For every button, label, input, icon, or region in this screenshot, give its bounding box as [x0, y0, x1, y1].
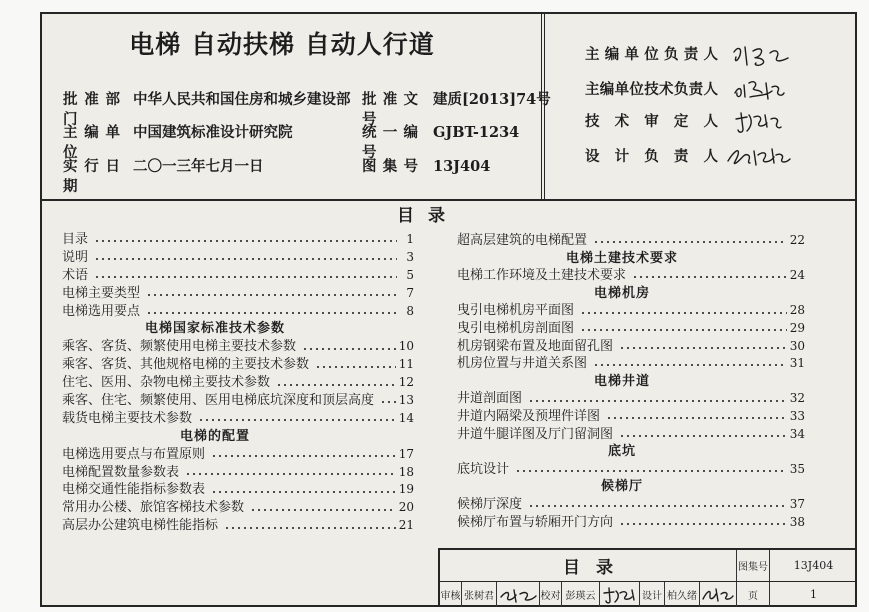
effective-date-label: 实行日期 [63, 158, 120, 195]
toc-entry-title: 电梯选用要点与布置原则 [62, 446, 206, 462]
toc-entry [457, 426, 805, 444]
toc-entry-page: 10 [398, 339, 414, 354]
toc-entry [457, 514, 805, 532]
toc-entry-title: 常用办公楼、旅馆客梯技术参数 [62, 500, 245, 516]
approval-no-label: 批准文号 [362, 91, 418, 128]
signature-tech-chief [732, 77, 786, 103]
signature-chief-unit [730, 43, 792, 69]
dot-leader [276, 382, 396, 388]
dot-leader [302, 346, 396, 352]
toc-entry-page: 22 [789, 233, 805, 247]
dot-leader [619, 345, 787, 351]
unified-no-label: 统一编号 [362, 124, 418, 161]
toc-entry [62, 517, 414, 535]
toc-entry-page: 24 [789, 268, 805, 283]
toc-entry-title: 电梯交通性能指标参数表 [62, 482, 206, 498]
reviewer-label: 审核 [440, 582, 462, 607]
approval-dept-value: 中华人民共和国住房和城乡建设部 [133, 91, 351, 108]
toc-entry [457, 496, 805, 514]
toc-entry-title: 候梯厅布置与轿厢开门方向 [457, 514, 614, 530]
toc-entry-page: 21 [398, 518, 414, 533]
toc-entry-page: 8 [406, 303, 414, 318]
toc-entry-page: 1 [406, 232, 414, 246]
toc-entry-page: 3 [406, 249, 414, 264]
toc-entry [62, 356, 414, 374]
signature-reviewer [733, 109, 783, 137]
toc-entry-title: 乘客、住宅、频繁使用、医用电梯底坑深度和顶层高度 [62, 393, 375, 409]
toc-entry-title: 术语 [62, 267, 89, 283]
toc-entry-title: 住宅、医用、杂物电梯主要技术参数 [62, 375, 271, 391]
toc-entry-title: 超高层建筑的电梯配置 [457, 233, 588, 248]
toc-entry-page: 20 [398, 500, 414, 515]
toc-entry [62, 410, 414, 428]
dot-leader [211, 453, 396, 459]
dot-leader [593, 362, 787, 368]
toc-left-column [62, 231, 414, 535]
toc-entry-title: 曳引电梯机房剖面图 [457, 320, 575, 336]
toc-entry-page: 30 [789, 338, 805, 353]
editor-label: 主编单位 [63, 124, 120, 161]
toc-entry-title: 电梯配置数量参数表 [62, 464, 180, 480]
toc-entry-page: 35 [789, 461, 805, 476]
toc-section-heading: 候梯厅 [600, 479, 643, 495]
designer-signature [700, 582, 737, 607]
checker-label: 校对 [540, 582, 562, 607]
dot-leader [580, 310, 787, 316]
toc-entry-page: 33 [789, 408, 805, 423]
toc-entry-page: 17 [398, 446, 414, 461]
title-block-title: 目录 [440, 550, 737, 581]
title-block-atlas-no-label: 图集号 [737, 550, 770, 581]
dot-leader [593, 239, 787, 245]
toc-entry-title: 载货电梯主要技术参数 [62, 410, 193, 426]
reviewer-signature [497, 582, 540, 607]
toc-entry-title: 曳引电梯机房平面图 [457, 303, 575, 319]
editor-value: 中国建筑标准设计研究院 [133, 124, 293, 141]
toc-entry-page: 38 [789, 514, 805, 529]
toc-entry-page: 31 [789, 356, 805, 371]
toc-entry-title: 电梯选用要点 [62, 303, 141, 319]
checker-signature [600, 582, 640, 607]
toc-entry-title: 机房位置与井道关系图 [457, 356, 588, 372]
toc-section-heading: 电梯的配置 [179, 428, 250, 444]
dot-leader [250, 507, 396, 513]
dot-leader [146, 310, 397, 316]
toc-entry-page: 34 [789, 426, 805, 441]
reviewer-name: 张树君 [462, 582, 497, 607]
toc-entry [62, 285, 414, 303]
toc-entry-title: 说明 [62, 249, 89, 265]
toc-entry-page: 13 [398, 393, 414, 408]
toc-entry [62, 303, 414, 321]
signature-design-lead [726, 143, 792, 171]
toc-entry-title: 井道内隔梁及预埋件详图 [457, 408, 601, 424]
header-divider [40, 199, 857, 201]
dot-leader [94, 274, 397, 280]
toc-entry-title: 井道牛腿详图及厅门留洞图 [457, 426, 614, 442]
dot-leader [515, 468, 787, 474]
toc-entry-page: 11 [398, 357, 414, 372]
toc-heading: 目录 [397, 206, 459, 226]
dot-leader [380, 399, 396, 405]
toc-entry-page: 32 [789, 391, 805, 406]
toc-entry [62, 481, 414, 499]
responsible-role-tech-chief: 主编单位技术负责人 [585, 81, 718, 98]
page-label: 页 [737, 582, 770, 607]
toc-entry-page: 12 [398, 375, 414, 390]
dot-leader [619, 433, 787, 439]
dot-leader [224, 525, 396, 531]
toc-section-heading: 电梯土建技术要求 [565, 250, 678, 266]
toc-entry [62, 338, 414, 356]
atlas-no-label: 图集号 [362, 158, 418, 175]
dot-leader [146, 292, 397, 298]
toc-entry [62, 249, 414, 267]
responsible-role-design-lead: 设计负责人 [585, 148, 718, 165]
toc-entry [457, 232, 805, 250]
toc-section-heading: 电梯国家标准技术参数 [144, 321, 285, 337]
dot-leader [580, 327, 787, 333]
dot-leader [528, 503, 787, 509]
dot-leader [619, 521, 787, 527]
dot-leader [94, 238, 397, 244]
toc-entry [62, 231, 414, 249]
toc-entry-page: 19 [398, 482, 414, 497]
dot-leader [315, 364, 396, 370]
effective-date-value: 二〇一三年七月一日 [133, 158, 264, 175]
toc-entry [62, 499, 414, 517]
toc-entry [457, 338, 805, 356]
title-block [438, 548, 857, 607]
toc-entry [62, 446, 414, 464]
dot-leader [185, 471, 396, 477]
toc-entry-title: 乘客、客货、频繁使用电梯主要技术参数 [62, 339, 297, 355]
designer-name: 柏久绪 [665, 582, 700, 607]
toc-entry [457, 302, 805, 320]
responsible-role-chief-unit: 主编单位负责人 [585, 46, 718, 63]
toc-entry-page: 37 [789, 496, 805, 511]
toc-entry [457, 390, 805, 408]
atlas-no-value: 13J404 [433, 158, 491, 175]
title-block-atlas-no: 13J404 [793, 559, 834, 572]
toc-entry [457, 320, 805, 338]
toc-right-column [457, 232, 805, 531]
toc-entry [457, 267, 805, 285]
toc-entry-page: 7 [406, 285, 414, 300]
toc-entry-title: 电梯主要类型 [62, 285, 141, 301]
toc-entry-title: 目录 [62, 232, 89, 247]
approval-no-value: 建质[2013]74号 [433, 91, 551, 108]
toc-entry-title: 高层办公建筑电梯性能指标 [62, 518, 219, 534]
designer-label: 设计 [640, 582, 665, 607]
approval-dept-label: 批准部门 [63, 91, 120, 128]
toc-entry-title: 电梯工作环境及土建技术要求 [457, 268, 627, 284]
toc-entry-page: 28 [789, 303, 805, 318]
toc-entry-page: 29 [789, 320, 805, 335]
toc-entry-title: 井道剖面图 [457, 391, 523, 407]
toc-section-heading: 底坑 [607, 444, 636, 460]
page-number: 1 [810, 588, 817, 601]
dot-leader [606, 415, 787, 421]
toc-entry-page: 14 [398, 410, 414, 425]
toc-entry-title: 底坑设计 [457, 461, 510, 477]
toc-entry-title: 候梯厅深度 [457, 496, 523, 512]
toc-section-heading: 电梯井道 [593, 373, 650, 389]
atlas-title: 电梯 自动扶梯 自动人行道 [129, 30, 435, 59]
toc-entry-page: 18 [398, 464, 414, 479]
toc-section-heading: 电梯机房 [593, 285, 650, 301]
dot-leader [211, 489, 396, 495]
toc-entry [62, 464, 414, 482]
unified-no-value: GJBT-1234 [433, 124, 520, 141]
toc-entry [62, 374, 414, 392]
dot-leader [94, 256, 397, 262]
toc-entry-title: 机房钢梁布置及地面留孔图 [457, 338, 614, 354]
toc-entry [457, 355, 805, 373]
toc-entry [62, 267, 414, 285]
toc-entry-page: 5 [406, 267, 414, 282]
toc-entry [457, 461, 805, 479]
dot-leader [198, 417, 396, 423]
toc-entry [62, 392, 414, 410]
dot-leader [632, 274, 787, 280]
responsible-role-reviewer: 技术审定人 [585, 113, 718, 130]
checker-name: 彭瑛云 [562, 582, 600, 607]
dot-leader [528, 398, 787, 404]
toc-entry [457, 408, 805, 426]
toc-entry-title: 乘客、客货、其他规格电梯的主要技术参数 [62, 357, 310, 373]
